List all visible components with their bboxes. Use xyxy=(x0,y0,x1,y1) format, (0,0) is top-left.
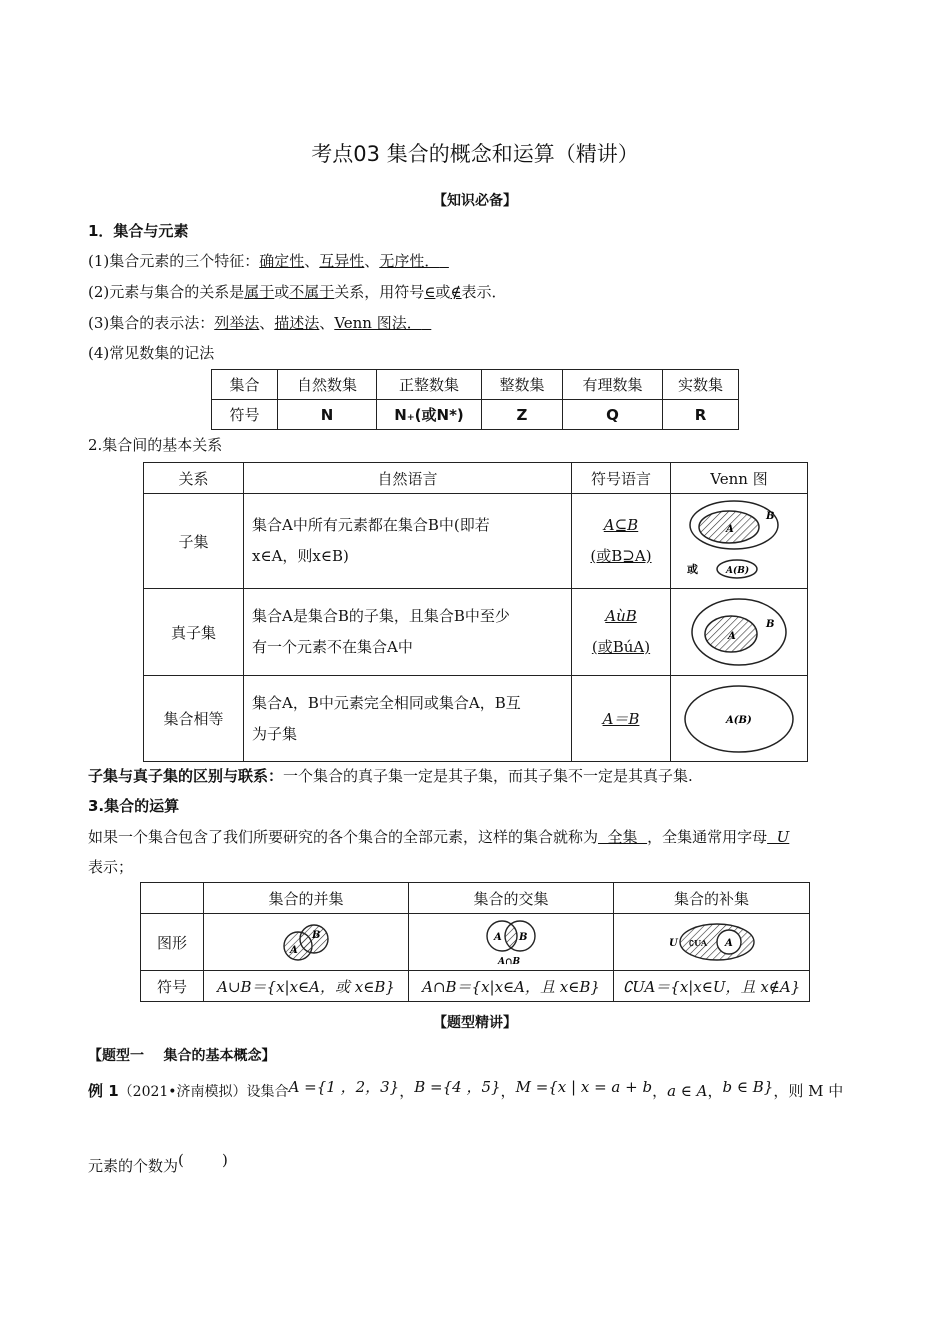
features-prefix: (1)集合元素的三个特征： xyxy=(88,252,260,270)
representation-prefix: (3)集合的表示法： xyxy=(88,314,215,332)
example1-line: 例 1（2021•济南模拟）设集合A ={1 ，2，3}，B ={4 ，5}，M ={x | x = a + b，a ∈ A，b ∈ B}，则 M 中 xyxy=(88,1078,844,1100)
number-sets-table xyxy=(211,369,739,430)
table-header-cell xyxy=(141,883,204,914)
label-a: A xyxy=(290,945,298,956)
proper-subset-venn-diagram xyxy=(684,593,794,671)
note-bold: 子集与真子集的区别与联系： xyxy=(88,767,284,785)
lang-line: 为子集 xyxy=(252,724,298,743)
table-cell: R xyxy=(663,400,739,430)
relations-table xyxy=(143,462,808,762)
set-features-line: (1)集合元素的三个特征：确定性、互异性、无序性． xyxy=(88,252,440,270)
label-intersection: A∩B xyxy=(498,957,521,967)
venn-proper-subset xyxy=(671,589,808,676)
membership-mid: 关系，用符号 xyxy=(334,283,425,301)
type1-heading: 【题型一 集合的基本概念】 xyxy=(88,1048,276,1064)
label-a: A xyxy=(726,524,734,535)
table-header-cell: 有理数集 xyxy=(563,370,663,400)
lang-line: 有一个元素不在集合A中 xyxy=(252,638,413,656)
set-m-expr: M ={x | x = a + b xyxy=(515,1078,653,1096)
label-b: B xyxy=(312,930,321,941)
or-label: 或 xyxy=(687,563,698,576)
table-cell: Q xyxy=(563,400,663,430)
table-header-cell: 实数集 xyxy=(663,370,739,400)
feature-item: 互异性 xyxy=(319,252,365,270)
table-cell: Z xyxy=(482,400,563,430)
section1-heading: 1．集合与元素 xyxy=(88,222,189,240)
symbol-cell xyxy=(572,494,671,589)
lang-line: x∈A，则x∈B) xyxy=(252,547,349,565)
symbol-text: A＝B xyxy=(602,710,640,728)
complement-venn-diagram xyxy=(667,920,757,964)
table-header-cell: 集合 xyxy=(212,370,278,400)
symbol-text: (或B⊇A) xyxy=(590,547,652,565)
table-header-cell: 自然语言 xyxy=(244,463,572,494)
complement-symbol: ∁UA＝{x|x∈U，且 x∉A} xyxy=(614,971,810,1002)
table-cell: N xyxy=(278,400,377,430)
membership-line: (2)元素与集合的关系是属于或不属于关系，用符号∈或∉表示． xyxy=(88,283,507,301)
label-a: A xyxy=(494,932,502,943)
feature-item: 无序性． xyxy=(379,252,440,270)
row-label: 图形 xyxy=(141,914,204,971)
lang-line: 集合A中所有元素都在集合B中(即若 xyxy=(252,516,490,534)
subset-venn-diagram xyxy=(679,497,799,585)
belongs-term: 属于 xyxy=(244,283,275,301)
table-header-cell: 集合的补集 xyxy=(614,883,810,914)
method-item: Venn 图法． xyxy=(334,314,422,332)
relation-note xyxy=(88,765,693,786)
representation-line: (3)集合的表示法：列举法、描述法、Venn 图法． xyxy=(88,314,422,332)
in-symbol: ∈ xyxy=(424,283,436,301)
relation-name: 子集 xyxy=(144,494,244,589)
not-belongs-term: 不属于 xyxy=(289,283,335,301)
label-a: A xyxy=(728,631,736,642)
lang-line: 集合A是集合B的子集，且集合B中至少 xyxy=(252,607,510,625)
page-title: 考点03 集合的概念和运算（精讲） xyxy=(311,142,639,166)
universal-set-line2: 表示； xyxy=(88,858,134,876)
symbol-text: AùB xyxy=(605,607,637,625)
union-venn-diagram xyxy=(276,919,336,965)
complement-figure xyxy=(614,914,810,971)
blank-u: U xyxy=(767,828,790,846)
table-header-cell: 整数集 xyxy=(482,370,563,400)
label-cua: ∁UA xyxy=(688,938,707,948)
label-b: B xyxy=(766,619,775,630)
operations-table xyxy=(140,882,810,1002)
membership-prefix: (2)元素与集合的关系是 xyxy=(88,283,245,301)
table-header-cell: 关系 xyxy=(144,463,244,494)
or-word: 或 xyxy=(274,283,290,301)
table-header-cell: 符号语言 xyxy=(572,463,671,494)
symbol-cell xyxy=(572,589,671,676)
lang-line: 集合A，B中元素完全相同或集合A，B互 xyxy=(252,693,521,712)
cond-a: a ∈ A xyxy=(667,1082,708,1100)
relation-name: 集合相等 xyxy=(144,676,244,762)
knowledge-header: 【知识必备】 xyxy=(433,193,517,209)
section3-heading: 3.集合的运算 xyxy=(88,797,180,815)
question-text: 元素的个数为 xyxy=(88,1157,179,1175)
universal-text: 如果一个集合包含了我们所要研究的各个集合的全部元素，这样的集合就称为 xyxy=(88,828,599,846)
natural-language-cell xyxy=(244,676,572,762)
intersection-figure xyxy=(409,914,614,971)
feature-item: 确定性 xyxy=(259,252,305,270)
table-cell: N₊(或N*) xyxy=(377,400,482,430)
intersection-symbol: A∩B＝{x|x∈A，且 x∈B} xyxy=(409,971,614,1002)
symbol-text: (或BúA) xyxy=(591,638,651,656)
intersection-venn-diagram xyxy=(476,916,546,968)
universal-set-line xyxy=(88,826,789,847)
practice-header: 【题型精讲】 xyxy=(433,1015,517,1031)
answer-blank: ( ) xyxy=(178,1151,228,1169)
table-header-cell: 自然数集 xyxy=(278,370,377,400)
union-figure xyxy=(204,914,409,971)
label-u: U xyxy=(668,938,678,949)
section2-heading: 2.集合间的基本关系 xyxy=(88,436,223,454)
venn-equal xyxy=(671,676,808,762)
example-tail: ，则 M 中 xyxy=(773,1082,844,1100)
table-header-cell: 集合的并集 xyxy=(204,883,409,914)
method-item: 描述法 xyxy=(274,314,320,332)
symbol-text: A⊆B xyxy=(603,516,639,534)
row-label: 符号 xyxy=(141,971,204,1002)
label-a: A xyxy=(724,938,733,949)
table-cell: 符号 xyxy=(212,400,278,430)
blank-universal: 全集 xyxy=(598,828,648,846)
equal-venn-diagram xyxy=(681,681,797,757)
table-header-cell: 集合的交集 xyxy=(409,883,614,914)
natural-language-cell xyxy=(244,589,572,676)
label-b: B xyxy=(519,932,528,943)
cond-b: b ∈ B} xyxy=(722,1078,774,1096)
table-header-cell: Venn 图 xyxy=(671,463,808,494)
symbol-cell xyxy=(572,676,671,762)
universal-text2: ，全集通常用字母 xyxy=(647,828,768,846)
notin-symbol: ∉ xyxy=(450,283,462,301)
union-symbol: A∪B＝{x|x∈A，或 x∈B} xyxy=(204,971,409,1002)
natural-language-cell xyxy=(244,494,572,589)
membership-end: 表示． xyxy=(461,283,507,301)
label-ab: A(B) xyxy=(726,714,752,726)
venn-subset xyxy=(671,494,808,589)
method-item: 列举法 xyxy=(214,314,260,332)
set-a-expr: A ={1 ，2，3} xyxy=(288,1078,400,1096)
example-source: （2021•济南模拟）设集合 xyxy=(118,1084,289,1100)
table-header-cell: 正整数集 xyxy=(377,370,482,400)
example1-line2 xyxy=(88,1151,228,1176)
note-text: 一个集合的真子集一定是其子集，而其子集不一定是其真子集. xyxy=(283,767,693,785)
relation-name: 真子集 xyxy=(144,589,244,676)
numsets-intro: (4)常见数集的记法 xyxy=(88,344,215,362)
set-b-expr: B ={4 ，5} xyxy=(414,1078,501,1096)
label-ab: A(B) xyxy=(726,566,750,576)
label-b: B xyxy=(766,511,775,522)
example-label: 例 1 xyxy=(88,1082,119,1100)
